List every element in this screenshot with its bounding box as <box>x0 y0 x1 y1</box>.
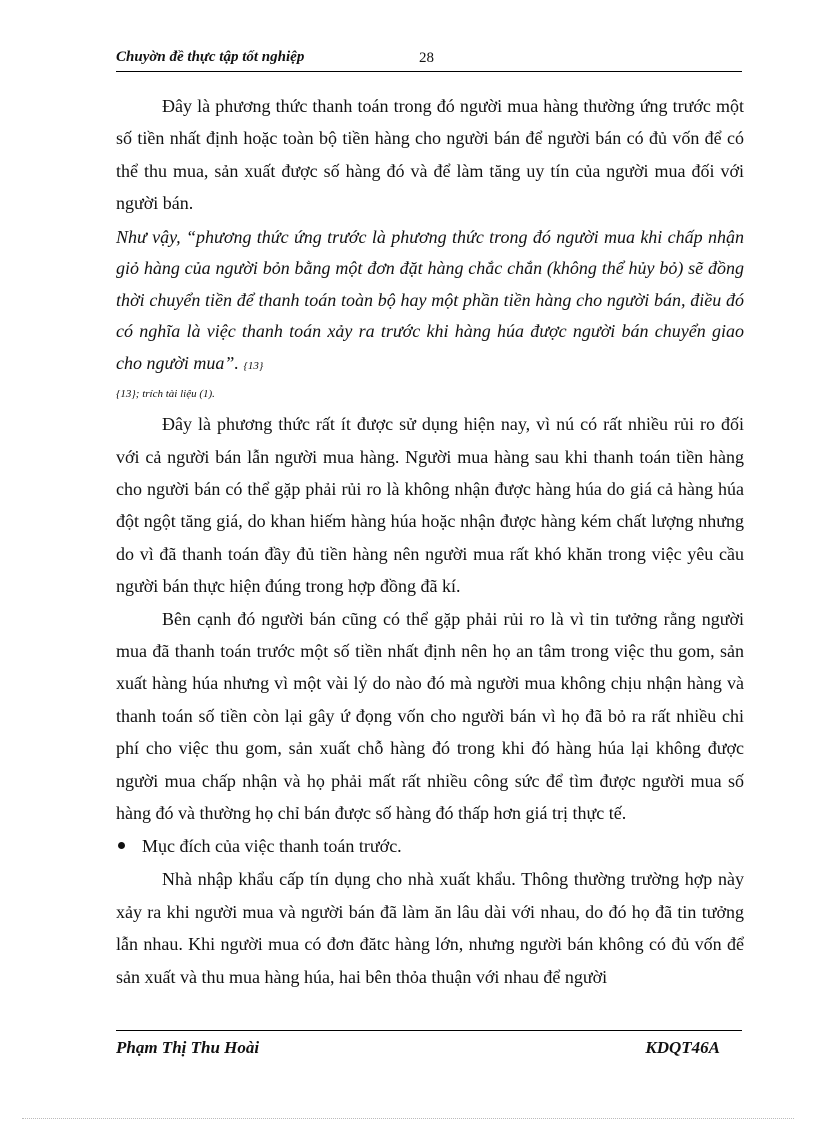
footer-class-code: KDQT46A <box>645 1038 720 1057</box>
quote-text: Như vậy, “phương thức ứng trước là phương thức trong đó người mua khi chấp nhận giỏ hàng của người bỏn bằng một đơn đặt hàng chắc chắn (không thể hủy bỏ) sẽ đồng thời chuyển tiền để thanh toán toàn bộ hay một phần tiền hàng cho người bán, điều đó có nghĩa là việc thanh toán xảy ra trước khi hàng húa được người bán chuyển giao cho người mua”. <box>116 226 744 373</box>
quote-paragraph <box>116 222 744 383</box>
quote-citation: {13} <box>243 359 264 372</box>
header-title: Chuyờn đề thực tập tốt nghiệp <box>116 49 305 65</box>
paragraph-1: Đây là phương thức thanh toán trong đó người mua hàng thường ứng trước một số tiền nhất định hoặc toàn bộ tiền hàng cho người bán để người bán có đủ vốn để có thể thu mua, sản xuất được số hàng đó và để làm tăng uy tín của người mua đối với người bán. <box>116 96 744 214</box>
bullet-dot-icon <box>118 842 125 849</box>
paragraph-4: Nhà nhập khẩu cấp tín dụng cho nhà xuất khẩu. Thông thường trường hợp này xảy ra khi người mua và người bán đã làm ăn lâu dài với nhau, do đó họ đã tin tưởng lẫn nhau. Khi người mua có đơn đătc hàng lớn, nhưng người bán không có đủ vốn để sản xuất và thu mua hàng húa, hai bên thỏa thuận với nhau để người <box>116 869 744 987</box>
page-bottom-border <box>22 1118 794 1119</box>
footer-author: Phạm Thị Thu Hoài <box>116 1038 260 1057</box>
page-header <box>116 49 742 72</box>
footer-divider <box>116 1030 742 1031</box>
paragraph-2: Đây là phương thức rất ít được sử dụng hiện nay, vì nú có rất nhiều rủi ro đối với cả người bán lẫn người mua hàng. Người mua hàng sau khi thanh toán tiền hàng cho người bán có thể gặp phải rủi ro là không nhận được hàng húa do giá cả hàng húa đột ngột tăng giá, do khan hiếm hàng húa hoặc nhận được hàng kém chất lượng nhưng do vì đã thanh toán đầy đủ tiền hàng nên người mua rất khó khăn trong việc yêu cầu người bán thực hiện đúng trong hợp đồng đã kí. <box>116 414 744 597</box>
page-number: 28 <box>419 50 434 66</box>
document-body <box>116 90 744 993</box>
footnote: {13}; trích tài liệu (1). <box>116 388 215 401</box>
bullet-text: Mục đích của việc thanh toán trước. <box>142 836 402 857</box>
paragraph-3: Bên cạnh đó người bán cũng có thể gặp phải rủi ro là vì tin tưởng rằng người mua đã thanh toán trước một số tiền nhất định nên họ an tâm trong việc thu gom, sản xuất hàng húa nhưng vì một vài lý do nào đó mà người mua không chịu nhận hàng và thanh toán số tiền còn lại gây ứ đọng vốn cho người bán vì họ đã bỏ ra rất nhiều chi phí cho việc thu gom, sản xuất chỗ hàng đó trong khi đó hàng húa lại không được người mua chấp nhận và họ phải mất rất nhiều công sức để tìm được người mua số hàng đó và thường họ chỉ bán được số hàng đó thấp hơn giá trị thực tế. <box>116 608 744 823</box>
bullet-item <box>116 829 744 863</box>
